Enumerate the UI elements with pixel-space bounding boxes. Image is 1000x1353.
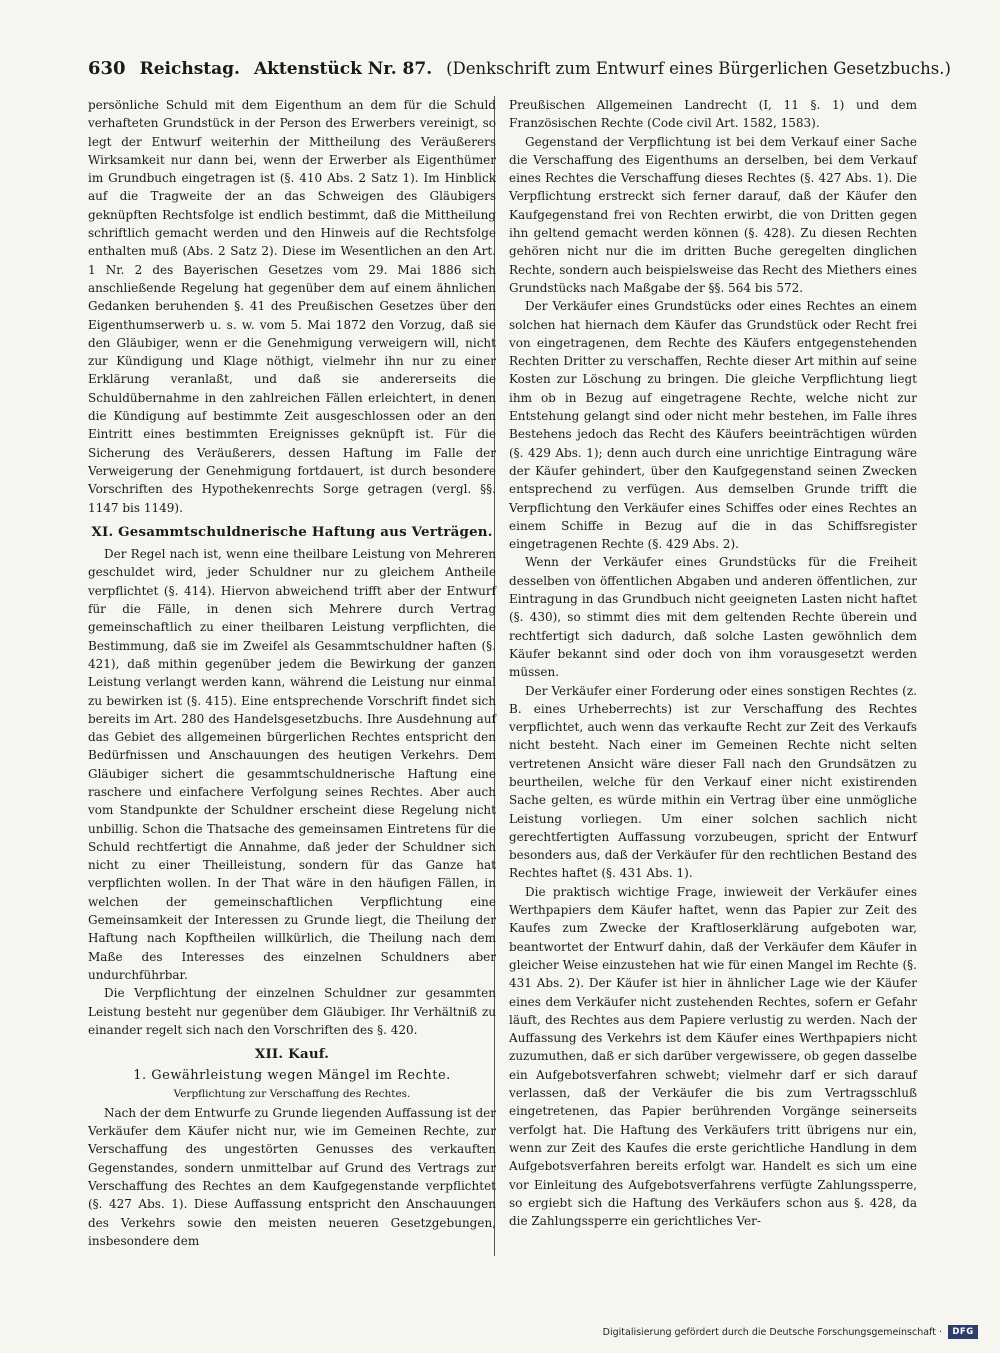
paragraph: Nach der dem Entwurfe zu Grunde liegenden Auffassung ist der Verkäufer dem Käufer nicht nur, wie im Gemeinen Rechte, zur Verschaffung des ungestörten Genusses des verkauften Gegenstandes, sondern unmittelbar auf Grund des Vertrags zur Verschaffung des Rechtes an dem Kaufgegenstande verpflichtet (§. 427 Abs. 1). Diese Auffassung entspricht den Anschauungen des Verkehrs sowie den meisten neueren Gesetzgebungen, insbesondere dem <box>88 1105 496 1248</box>
paragraph: Preußischen Allgemeinen Landrecht (I, 11 §. 1) und dem Französischen Rechte (Code civil Art. 1582, 1583). <box>509 98 917 131</box>
paragraph: persönliche Schuld mit dem Eigenthum an dem für die Schuld verhafteten Grundstück in der Person des Erwerbers vereinigt, so legt der Entwurf weiterhin der Mittheilung des Veräußerers Wirksamkeit nur dann bei, wenn der Erwerber als Eigenthümer im Grundbuch eingetragen ist (§. 410 Abs. 2 Satz 1). Im Hinblick auf die Tragweite der an das Schweigen des Gläubigers geknüpften Rechtsfolge ist endlich bestimmt, daß die Mittheilung schriftlich gemacht werden und den Hinweis auf die Rechtsfolge enthalten muß (Abs. 2 Satz 2). Diese im Wesentlichen an den Art. 1 Nr. 2 des Bayerischen Gesetzes vom 29. Mai 1886 sich anschließende Regelung hat gegenüber dem auf einem ähnlichen Gedanken beruhenden §. 41 des Preußischen Gesetzes über den Eigenthumserwerb u. s. w. vom 5. Mai 1872 den Vorzug, daß sie den Gläubiger, wenn er die Genehmigung verweigern will, nicht zur Kündigung und Klage nöthigt, vielmehr ihn nur zu einer Erklärung veranlaßt, und daß sie andererseits die Schuldübernahme in den zahlreichen Fällen erleichtert, in denen die Kündigung auf bestimmte Zeit ausgeschlossen oder an den Eintritt eines bestimmten Ereignisses geknüpft ist. Für die Sicherung des Veräußerers, dessen Haftung im Falle der Verweigerung der Genehmigung fortdauert, ist durch besondere Vorschriften des Hypothekenrechts Sorge getragen (vergl. §§. 1147 bis 1149). <box>88 98 496 515</box>
dfg-logo-icon: DFG <box>948 1325 978 1339</box>
footer-credit: Digitalisierung gefördert durch die Deutsche Forschungsgemeinschaft · <box>602 1326 942 1338</box>
paragraph: Die praktisch wichtige Frage, inwieweit der Verkäufer eines Werthpapiers dem Käufer haftet, wenn das Papier zur Zeit des Kaufes zum Zwecke der Kraftloserklärung aufgeboten war, beantwortet der Entwurf dahin, daß der Verkäufer dem Käufer in gleicher Weise einzustehen hat wie für einen Mangel im Rechte (§. 431 Abs. 2). Der Käufer ist hier in ähnlicher Lage wie der Käufer eines dem Verkäufer nicht zustehenden Rechtes, sofern er Gefahr läuft, des Rechtes aus dem Papiere verlustig zu werden. Nach der Auffassung des Verkehrs ist dem Käufer eines Werthpapiers nicht zuzumuthen, daß er sich darüber vergewissere, ob gegen dasselbe ein Aufgebotsverfahren schwebt; vielmehr darf er sich darauf verlassen, daß der Verkäufer die bis zum Vertragsschluß eingetretenen, das Papier berührenden Vorgänge seinerseits verfolgt hat. Die Haftung des Verkäufers tritt übrigens nur ein, wenn zur Zeit des Kaufes die erste gerichtliche Handlung in dem Aufgebotsverfahren bereits erfolgt war. Handelt es sich um eine vor Einleitung des Aufgebotsverfahrens verfügte Zahlungssperre, so ergiebt sich die Haftung des Verkäufers schon aus §. 428, da die Zahlungssperre ein gerichtliches Ver- <box>509 884 917 1229</box>
page-number: 630 <box>88 58 126 79</box>
page-header <box>88 58 951 88</box>
subsection-caption: Verpflichtung zur Verschaffung des Rechtes. <box>173 1087 411 1100</box>
document-number: Aktenstück Nr. 87. <box>253 59 433 79</box>
paragraph: Gegenstand der Verpflichtung ist bei dem Verkauf einer Sache die Verschaffung des Eigenthums an derselben, bei dem Verkauf eines Rechtes die Verschaffung dieses Rechtes (§. 427 Abs. 1). Die Verpflichtung erstreckt sich ferner darauf, daß der Käufer den Kaufgegenstand frei von Rechten erwirbt, die von Dritten gegen ihn geltend gemacht werden können (§. 428). Zu diesen Rechten gehören nicht nur die im dritten Buche geregelten dinglichen Rechte, sondern auch beispielsweise das Recht des Miethers eines Grundstücks nach Maßgabe der §§. 564 bis 572. <box>509 134 917 295</box>
right-column <box>509 96 917 1230</box>
paragraph: Wenn der Verkäufer eines Grundstücks für die Freiheit desselben von öffentlichen Abgaben und anderen öffentlichen, zur Eintragung in das Grundbuch nicht geeigneten Lasten nicht haftet (§. 430), so stimmt dies mit dem geltenden Rechte überein und rechtfertigt sich dadurch, daß solche Lasten gewöhnlich dem Käufer bekannt sind oder doch von ihm vorausgesetzt werden müssen. <box>509 555 917 680</box>
section-heading-xi: XI. Gesammtschuldnerische Haftung aus Verträgen. <box>91 523 493 540</box>
paragraph: Der Verkäufer eines Grundstücks oder eines Rechtes an einem solchen hat hiernach dem Käufer das Grundstück oder Recht frei von eingetragenen, dem Rechte des Käufers entgegenstehenden Rechten Dritter zu verschaffen, Rechte dieser Art mithin auf seine Kosten zur Löschung zu bringen. Die gleiche Verpflichtung liegt ihm ob in Bezug auf eingetragene Rechte, welche nicht zur Entstehung gelangt sind oder nicht mehr bestehen, im Falle ihres Bestehens jedoch das Recht des Käufers beeinträchtigen würden (§. 429 Abs. 1); denn auch durch eine unrichtige Eintragung wäre der Käufer gehindert, über den Kaufgegenstand seinen Zwecken entsprechend zu verfügen. Aus demselben Grunde trifft die Verpflichtung den Verkäufer eines Schiffes oder eines Rechtes an einem Schiffe in Bezug auf die in das Schiffsregister eingetragenen Rechte (§. 429 Abs. 2). <box>509 299 917 552</box>
paragraph: Der Verkäufer einer Forderung oder eines sonstigen Rechtes (z. B. eines Urheberrechts) ist zur Verschaffung des Rechtes verpflichtet, auch wenn das verkaufte Recht zur Zeit des Verkaufs nicht besteht. Nach einer im Gemeinen Rechte nicht selten vertretenen Ansicht wäre dieser Fall nach den Grundsätzen zu beurtheilen, welche für den Verkauf einer nicht existirenden Sache gelten, es würde mithin ein Vertrag über eine unmögliche Leistung vorliegen. Um einer solchen sachlich nicht gerechtfertigten Auffassung vorzubeugen, spricht der Entwurf besonders aus, daß der Verkäufer für den rechtlichen Bestand des Rechtes haftet (§. 431 Abs. 1). <box>509 683 917 881</box>
document-title: (Denkschrift zum Entwurf eines Bürgerlichen Gesetzbuchs.) <box>446 59 951 78</box>
journal-name: Reichstag. <box>139 59 240 79</box>
digitization-footer <box>603 1325 978 1339</box>
paragraph: Die Verpflichtung der einzelnen Schuldner zur gesammten Leistung besteht nur gegenüber dem Gläubiger. Ihr Verhältniß zu einander regelt sich nach den Vorschriften des §. 420. <box>88 986 496 1037</box>
section-heading-xii: XII. Kauf. <box>254 1046 330 1063</box>
subsection-heading: 1. Gewährleistung wegen Mängel im Rechte. <box>133 1068 451 1084</box>
left-column <box>88 96 496 1250</box>
paragraph: Der Regel nach ist, wenn eine theilbare Leistung von Mehreren geschuldet wird, jeder Schuldner nur zu gleichem Antheile verpflichtet (§. 414). Hiervon abweichend trifft aber der Entwurf für die Fälle, in denen sich Mehrere durch Vertrag gemeinschaftlich zu einer theilbaren Leistung verpflichten, die Bestimmung, daß sie im Zweifel als Gesammtschuldner haften (§. 421), daß mithin gegenüber jedem die Bewirkung der ganzen Leistung verlangt werden kann, während die Leistung nur einmal zu bewirken ist (§. 415). Eine entsprechende Vorschrift findet sich bereits im Art. 280 des Handelsgesetzbuchs. Ihre Ausdehnung auf das Gebiet des allgemeinen bürgerlichen Rechtes entspricht den Bedürfnissen und Anschauungen des heutigen Verkehrs. Dem Gläubiger sichert die gesammtschuldnerische Haftung eine raschere und einfachere Verfolgung seines Rechtes. Aber auch vom Standpunkte der Schuldner erscheint diese Regelung nicht unbillig. Schon die Thatsache des gemeinsamen Eintretens für die Schuld rechtfertigt die Annahme, daß jeder der Schuldner sich nicht zu einer Theilleistung, sondern für das Ganze hat verpflichten wollen. In der That wäre in den häufigen Fällen, in welchen der gemeinschaftlichen Verpflichtung eine Gemeinsamkeit der Interessen zu Grunde liegt, die Theilung der Haftung nach Kopftheilen willkürlich, die Theilung nach dem Maße des Interesses des einzelnen Schuldners aber undurchführbar. <box>88 547 496 982</box>
